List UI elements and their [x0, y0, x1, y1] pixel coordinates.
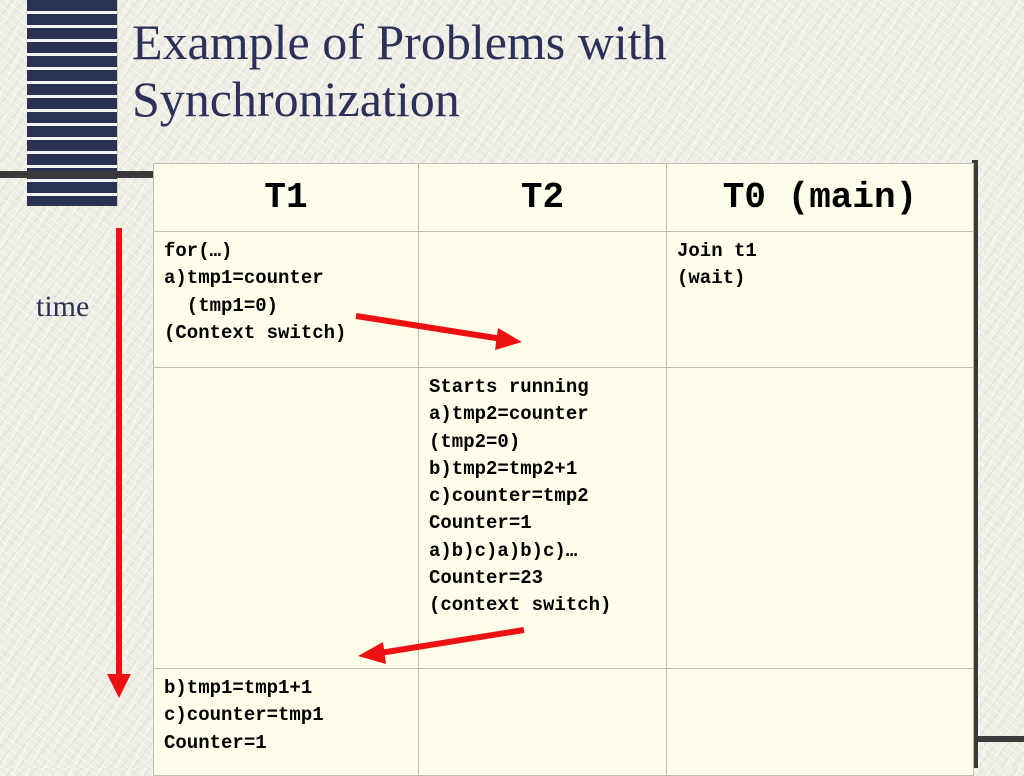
cell-t1 [154, 368, 419, 669]
slide-title [132, 14, 667, 128]
code-line: a)tmp2=counter [429, 403, 589, 426]
thread-timeline-table [153, 163, 974, 776]
code-line: (tmp2=0) [429, 430, 521, 453]
cell-t2 [419, 669, 667, 776]
code-line: (Context switch) [164, 321, 347, 344]
cell-t2 [419, 368, 667, 669]
code-line: (tmp1=0) [164, 294, 279, 317]
table-row [154, 669, 974, 776]
header-t1: T1 [154, 164, 419, 232]
decorative-bar-bottom [972, 736, 1024, 742]
header-t0-main: T0 (main) [667, 164, 974, 232]
code-line: Counter=23 [429, 567, 544, 590]
slide-title-line-2: Synchronization [132, 71, 460, 127]
code-line: Counter=1 [164, 731, 267, 754]
code-line: Counter=1 [429, 512, 532, 535]
code-line: b)tmp1=tmp1+1 [164, 677, 313, 699]
table-header-row [154, 164, 974, 232]
table-row [154, 232, 974, 368]
time-arrow [107, 228, 131, 698]
table-row [154, 368, 974, 669]
cell-t0 [667, 232, 974, 368]
decorative-bar-top [0, 171, 155, 178]
code-line: a)b)c)a)b)c)… [429, 539, 578, 562]
cell-t0 [667, 368, 974, 669]
cell-t1 [154, 669, 419, 776]
code-line: c)counter=tmp1 [164, 704, 324, 727]
cell-t2 [419, 232, 667, 368]
code-line: for(…) [164, 240, 233, 262]
cell-t1 [154, 232, 419, 368]
time-label: time [36, 290, 90, 323]
code-line: (context switch) [429, 594, 612, 617]
code-line: c)counter=tmp2 [429, 485, 589, 508]
code-line: (wait) [677, 267, 746, 290]
code-line: b)tmp2=tmp2+1 [429, 457, 578, 480]
header-t2: T2 [419, 164, 667, 232]
code-line: Starts running [429, 376, 589, 398]
cell-t0 [667, 669, 974, 776]
code-line: Join t1 [677, 240, 757, 262]
code-line: a)tmp1=counter [164, 267, 324, 290]
slide-title-line-1: Example of Problems with [132, 14, 667, 70]
